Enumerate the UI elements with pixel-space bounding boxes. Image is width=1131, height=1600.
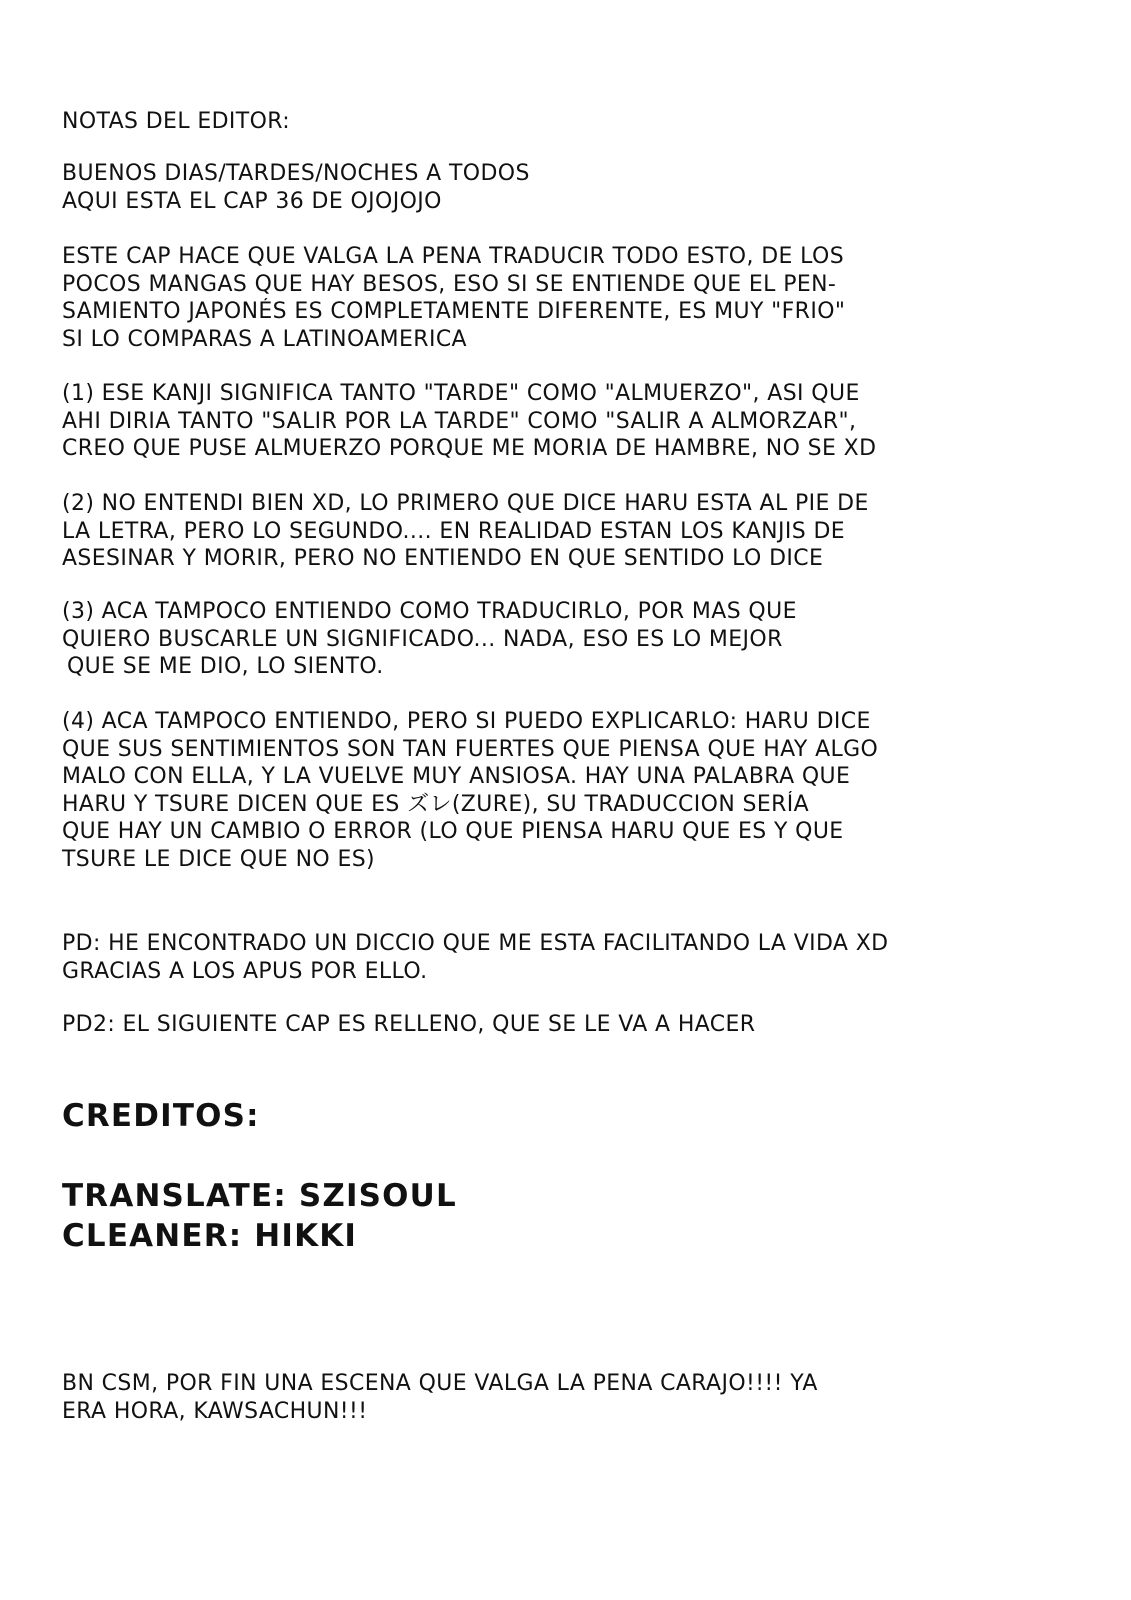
note-2-line: LA LETRA, PERO LO SEGUNDO.... EN REALIDAD ESTAN LOS KANJIS DE [62, 518, 846, 544]
closing-line: ERA HORA, KAWSACHUN!!! [62, 1398, 368, 1424]
note-1-paragraph [62, 380, 1102, 463]
note-4-line: QUE HAY UN CAMBIO O ERROR (LO QUE PIENSA HARU QUE ES Y QUE [62, 819, 844, 844]
notes-heading [62, 108, 1102, 136]
note-2-line: ASESINAR Y MORIR, PERO NO ENTIENDO EN QUE SENTIDO LO DICE [62, 546, 824, 571]
note-1-line: (1) ESE KANJI SIGNIFICA TANTO "TARDE" COMO "ALMUERZO", ASI QUE [62, 381, 860, 406]
credits-heading [62, 1096, 1102, 1136]
intro-line: SI LO COMPARAS A LATINOAMERICA [62, 326, 467, 352]
pd-line: PD: HE ENCONTRADO UN DICCIO QUE ME ESTA FACILITANDO LA VIDA XD [62, 931, 889, 956]
note-3-paragraph [62, 598, 1102, 681]
note-1-line: CREO QUE PUSE ALMUERZO PORQUE ME MORIA DE HAMBRE, NO SE XD [62, 436, 877, 461]
note-4-line: TSURE LE DICE QUE NO ES) [62, 846, 376, 872]
pd2-paragraph [62, 1011, 1102, 1039]
intro-line: SAMIENTO JAPONÉS ES COMPLETAMENTE DIFERENTE, ES MUY "FRIO" [62, 299, 846, 324]
note-4-line: HARU Y TSURE DICEN QUE ES ズレ(ZURE), SU TRADUCCION SERÍA [62, 791, 810, 817]
note-4-paragraph [62, 708, 1102, 873]
note-2-line: (2) NO ENTENDI BIEN XD, LO PRIMERO QUE DICE HARU ESTA AL PIE DE [62, 491, 869, 516]
closing-paragraph [62, 1370, 1102, 1425]
pd2-line: PD2: EL SIGUIENTE CAP ES RELLENO, QUE SE LE VA A HACER [62, 1012, 756, 1037]
note-3-line: QUE SE ME DIO, LO SIENTO. [66, 654, 384, 679]
note-1-line: AHI DIRIA TANTO "SALIR POR LA TARDE" COMO "SALIR A ALMORZAR", [62, 408, 857, 434]
notes-heading-text: NOTAS DEL EDITOR: [62, 109, 291, 134]
pd-paragraph [62, 930, 1102, 985]
note-4-line: MALO CON ELLA, Y LA VUELVE MUY ANSIOSA. HAY UNA PALABRA QUE [62, 764, 851, 789]
credits-heading-text: CREDITOS: [62, 1098, 260, 1134]
note-3-line: QUIERO BUSCARLE UN SIGNIFICADO... NADA, ESO ES LO MEJOR [62, 626, 783, 652]
closing-line: BN CSM, POR FIN UNA ESCENA QUE VALGA LA PENA CARAJO!!!! YA [62, 1371, 818, 1396]
credit-cleaner: CLEANER: HIKKI [62, 1218, 358, 1254]
note-4-line: (4) ACA TAMPOCO ENTIENDO, PERO SI PUEDO EXPLICARLO: HARU DICE [62, 709, 871, 734]
intro-line: ESTE CAP HACE QUE VALGA LA PENA TRADUCIR TODO ESTO, DE LOS [62, 244, 845, 269]
note-4-line: QUE SUS SENTIMIENTOS SON TAN FUERTES QUE PIENSA QUE HAY ALGO [62, 736, 879, 762]
note-2-paragraph [62, 490, 1102, 573]
credits-list [62, 1176, 1102, 1256]
note-3-line: (3) ACA TAMPOCO ENTIENDO COMO TRADUCIRLO, POR MAS QUE [62, 599, 797, 624]
greeting-line: BUENOS DIAS/TARDES/NOCHES A TODOS [62, 161, 530, 186]
intro-line: POCOS MANGAS QUE HAY BESOS, ESO SI SE ENTIENDE QUE EL PEN- [62, 271, 837, 297]
intro-paragraph [62, 243, 1102, 353]
credit-translate: TRANSLATE: SZISOUL [62, 1178, 457, 1214]
greeting-line: AQUI ESTA EL CAP 36 DE OJOJOJO [62, 188, 442, 214]
greeting-paragraph [62, 160, 1102, 215]
pd-line: GRACIAS A LOS APUS POR ELLO. [62, 958, 428, 984]
